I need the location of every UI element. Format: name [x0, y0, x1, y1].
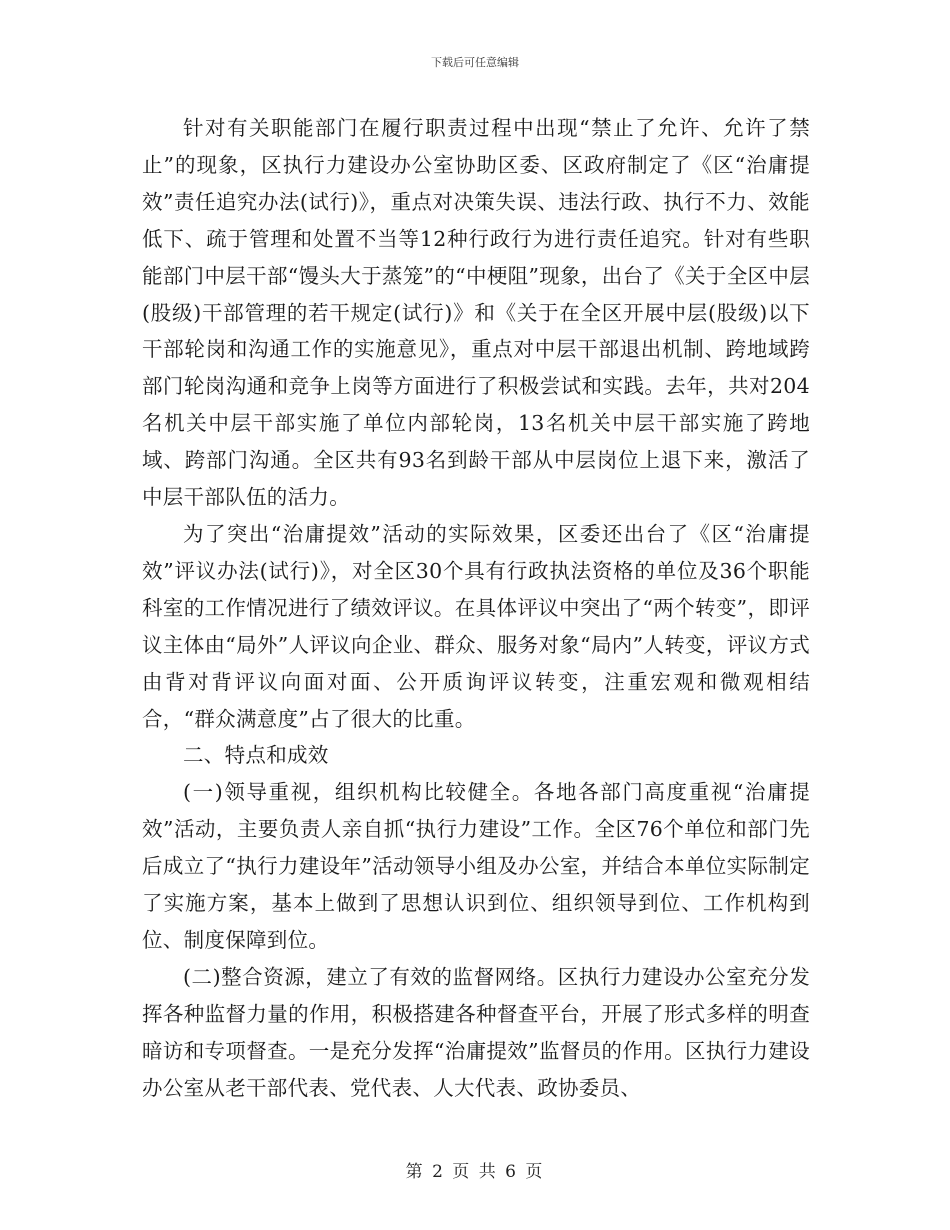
page-header: 下载后可任意编辑 [431, 56, 519, 69]
page-number: 第 2 页 共 6 页 [405, 1162, 545, 1182]
paragraph-4: (二)整合资源，建立了有效的监督网络。区执行力建设办公室充分发挥各种监督力量的作用，积极搭建各种督查平台，开展了形式多样的明查暗访和专项督查。一是充分发挥“治庸提效”监督员的作用。区执行力建设办公室从老干部代表、党代表、人大代表、政协委员、 [142, 964, 810, 1100]
document-body [142, 110, 810, 1106]
paragraph-2: 为了突出“治庸提效”活动的实际效果，区委还出台了《区“治庸提效”评议办法(试行)》，对全区30个具有行政执法资格的单位及36个职能科室的工作情况进行了绩效评议。在具体评议中突出了“两个转变”，即评议主体由“局外”人评议向企业、群众、服务对象“局内”人转变，评议方式由背对背评议向面对面、公开质询评议转变，注重宏观和微观相结合，“群众满意度”占了很大的比重。 [142, 521, 810, 731]
paragraph-3: (一)领导重视，组织机构比较健全。各地各部门高度重视“治庸提效”活动，主要负责人亲自抓“执行力建设”工作。全区76个单位和部门先后成立了“执行力建设年”活动领导小组及办公室，并结合本单位实际制定了实施方案，基本上做到了思想认识到位、组织领导到位、工作机构到位、制度保障到位。 [142, 780, 810, 952]
paragraph-1: 针对有关职能部门在履行职责过程中出现“禁止了允许、允许了禁止”的现象，区执行力建设办公室协助区委、区政府制定了《区“治庸提效”责任追究办法(试行)》，重点对决策失误、违法行政、执行不力、效能低下、疏于管理和处置不当等12种行政行为进行责任追究。针对有些职能部门中层干部“馒头大于蒸笼”的“中梗阻”现象，出台了《关于全区中层(股级)干部管理的若干规定(试行)》和《关于在全区开展中层(股级)以下干部轮岗和沟通工作的实施意见》，重点对中层干部退出机制、跨地域跨部门轮岗沟通和竞争上岗等方面进行了积极尝试和实践。去年，共对204名机关中层干部实施了单位内部轮岗，13名机关中层干部实施了跨地域、跨部门沟通。全区共有93名到龄干部从中层岗位上退下来，激活了中层干部队伍的活力。 [142, 116, 810, 510]
section-heading: 二、特点和成效 [183, 743, 329, 768]
